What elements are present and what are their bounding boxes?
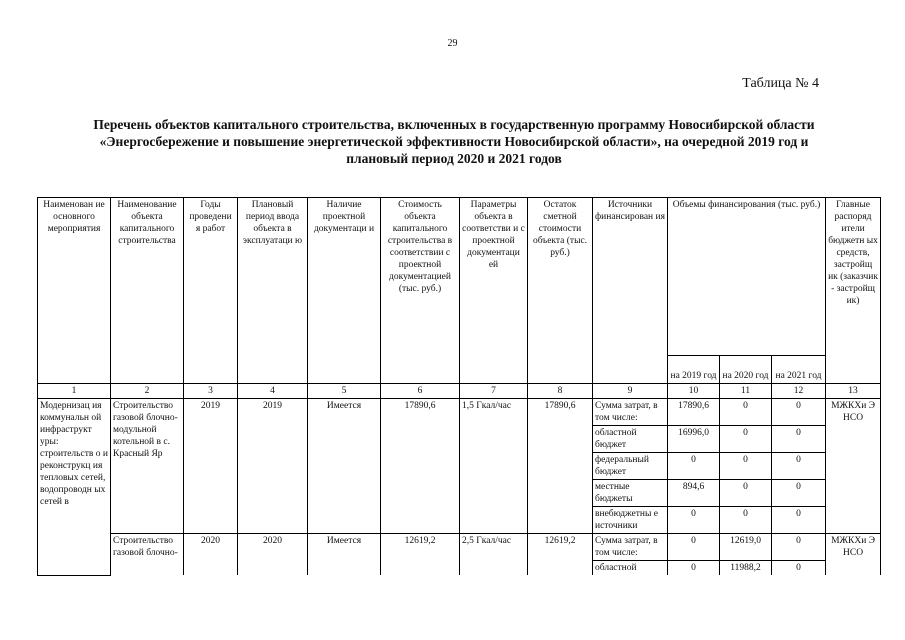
- funding-2021-cell: 0: [772, 399, 826, 426]
- header-commissioning-period: Плановый период ввода объекта в эксплуатаци ю: [238, 198, 308, 384]
- column-number-row: [38, 384, 881, 399]
- work-years-cell: 2019: [184, 399, 238, 534]
- col-number: 5: [308, 384, 381, 399]
- col-number: 2: [111, 384, 184, 399]
- header-budget-managers: Главные распоряд ители бюджетн ых средств, застройщ ик (заказчик - застройщ ик): [826, 198, 881, 384]
- object-params-cell: 2,5 Гкал/час: [460, 534, 528, 576]
- funding-source-cell: федеральный бюджет: [593, 453, 668, 480]
- col-number: 7: [460, 384, 528, 399]
- col-number: 12: [772, 384, 826, 399]
- funding-2020-cell: 0: [720, 399, 772, 426]
- header-funding-sources: Источники финансирован ия: [593, 198, 668, 384]
- col-number: 4: [238, 384, 308, 399]
- header-year-2020: на 2020 год: [720, 356, 772, 384]
- table-number: Таблица № 4: [742, 76, 819, 91]
- funding-2020-cell: 12619,0: [720, 534, 772, 561]
- funding-source-cell: местные бюджеты: [593, 480, 668, 507]
- customer-cell: МЖКХи Э НСО: [826, 534, 881, 576]
- funding-2021-cell: 0: [772, 453, 826, 480]
- funding-2020-cell: 11988,2: [720, 561, 772, 576]
- object-name-cell: Строительство газовой блочно-модульной котельной в с. Красный Яр: [111, 399, 184, 534]
- funding-2021-cell: 0: [772, 534, 826, 561]
- funding-source-cell: Сумма затрат, в том числе:: [593, 534, 668, 561]
- funding-2019-cell: 0: [668, 453, 720, 480]
- table-row: [38, 399, 881, 426]
- header-project-docs: Наличие проектной документаци и: [308, 198, 381, 384]
- header-year-2021: на 2021 год: [772, 356, 826, 384]
- capital-construction-table: [37, 197, 881, 576]
- funding-2021-cell: 0: [772, 480, 826, 507]
- object-name-cell: Строительство газовой блочно-: [111, 534, 184, 576]
- object-params-cell: 1,5 Гкал/час: [460, 399, 528, 534]
- funding-2021-cell: 0: [772, 426, 826, 453]
- work-years-cell: 2020: [184, 534, 238, 576]
- header-remaining-cost: Остаток сметной стоимости объекта (тыс. руб.): [528, 198, 593, 384]
- funding-2019-cell: 894,6: [668, 480, 720, 507]
- col-number: 9: [593, 384, 668, 399]
- remaining-cost-cell: 12619,2: [528, 534, 593, 576]
- col-number: 3: [184, 384, 238, 399]
- funding-2019-cell: 0: [668, 534, 720, 561]
- funding-2021-cell: 0: [772, 507, 826, 534]
- col-number: 1: [38, 384, 111, 399]
- funding-source-cell: Сумма затрат, в том числе:: [593, 399, 668, 426]
- header-year-2019: на 2019 год: [668, 356, 720, 384]
- funding-2020-cell: 0: [720, 453, 772, 480]
- commissioning-period-cell: 2019: [238, 399, 308, 534]
- header-object-params: Параметры объекта в соответстви и с проектной документаци ей: [460, 198, 528, 384]
- col-number: 13: [826, 384, 881, 399]
- funding-2019-cell: 16996,0: [668, 426, 720, 453]
- header-main-activity: Наименован ие основного мероприятия: [38, 198, 111, 384]
- funding-source-cell: внебюджетны е источники: [593, 507, 668, 534]
- funding-2019-cell: 0: [668, 507, 720, 534]
- funding-2020-cell: 0: [720, 426, 772, 453]
- funding-source-cell: областной бюджет: [593, 426, 668, 453]
- customer-cell: МЖКХи Э НСО: [826, 399, 881, 534]
- header-object-cost: Стоимость объекта капитального строительства в соответствии с проектной документацией (тыс. руб.): [381, 198, 460, 384]
- main-activity-cell: Модернизац ия коммунальн ой инфраструкт уры: строительств о и реконструкц ия тепловых сетей, водопроводн ых сетей в: [38, 399, 111, 576]
- funding-2019-cell: 0: [668, 561, 720, 576]
- col-number: 10: [668, 384, 720, 399]
- commissioning-period-cell: 2020: [238, 534, 308, 576]
- funding-2019-cell: 17890,6: [668, 399, 720, 426]
- col-number: 6: [381, 384, 460, 399]
- page-number: 29: [447, 38, 458, 49]
- table-row: [38, 534, 881, 561]
- funding-2021-cell: 0: [772, 561, 826, 576]
- header-row: [38, 198, 881, 356]
- remaining-cost-cell: 17890,6: [528, 399, 593, 534]
- document-title: Перечень объектов капитального строительства, включенных в государственную программу Новосибирской области «Энергосбережение и повышение энергетической эффективности Новосибирской области», на очередной 2019 год и плановый период 2020 и 2021 годов: [93, 117, 815, 166]
- col-number: 11: [720, 384, 772, 399]
- header-funding-volumes: Объемы финансирования (тыс. руб.): [668, 198, 826, 356]
- project-docs-cell: Имеется: [308, 534, 381, 576]
- object-cost-cell: 17890,6: [381, 399, 460, 534]
- funding-source-cell: областной: [593, 561, 668, 576]
- funding-2020-cell: 0: [720, 507, 772, 534]
- header-work-years: Годы проведени я работ: [184, 198, 238, 384]
- col-number: 8: [528, 384, 593, 399]
- object-cost-cell: 12619,2: [381, 534, 460, 576]
- project-docs-cell: Имеется: [308, 399, 381, 534]
- funding-2020-cell: 0: [720, 480, 772, 507]
- header-object-name: Наименование объекта капитального строительства: [111, 198, 184, 384]
